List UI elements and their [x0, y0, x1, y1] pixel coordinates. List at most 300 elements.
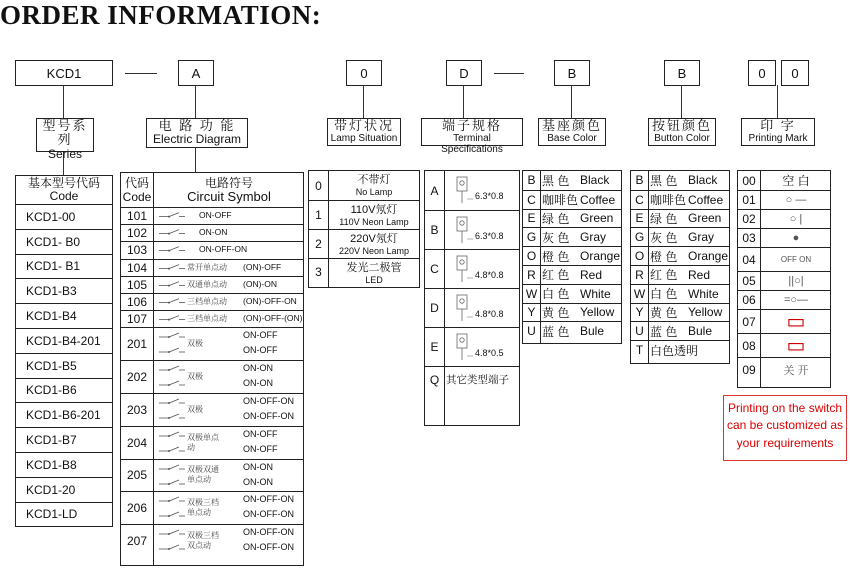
terminal-dim: 4.8*0.8 — [475, 309, 504, 319]
color-code: G — [634, 230, 645, 245]
color-en: Black — [688, 173, 718, 188]
circuit-row — [121, 207, 303, 224]
switch-symbol-icon — [157, 428, 187, 459]
color-en: Yellow — [580, 305, 615, 320]
series-row — [16, 229, 112, 254]
color-cn: 蓝 色 — [650, 324, 678, 339]
color-en: Red — [580, 267, 603, 282]
series-code: KCD1-B5 — [26, 358, 77, 373]
circuit-desc: 双极 — [187, 339, 203, 349]
color-code: B — [635, 173, 644, 188]
series-code: KCD1-B6 — [26, 383, 77, 398]
terminal-table — [424, 170, 520, 426]
printing-mark: 关 开 — [783, 364, 809, 377]
header-en: Terminal Specifications — [441, 133, 503, 156]
circuit-row — [121, 459, 303, 492]
lamp-row — [309, 229, 419, 258]
header-en: Printing Mark — [748, 133, 808, 145]
lamp-en: No Lamp — [355, 187, 393, 197]
circuit-desc: 双极单点动 — [187, 432, 219, 452]
circuit-row — [121, 259, 303, 276]
lamp-cn: 不带灯 — [357, 174, 391, 186]
base-color-row — [523, 171, 621, 190]
color-en: Green — [688, 211, 722, 226]
color-cn: 黄 色 — [542, 305, 570, 320]
color-code: B — [527, 173, 536, 188]
printing-row — [738, 209, 830, 228]
header-cn: 带灯状况 — [333, 118, 394, 133]
series-row — [16, 402, 112, 427]
circuit-row — [121, 293, 303, 310]
lamp-text — [329, 174, 419, 198]
printing-code: 08 — [742, 338, 756, 353]
printing-row — [738, 271, 830, 290]
series-row — [16, 427, 112, 452]
circuit-sym-header — [155, 176, 303, 204]
switch-symbol-icon — [157, 493, 187, 524]
series-code: KCD1-B6-201 — [26, 408, 101, 423]
header-button-color — [648, 118, 716, 146]
terminal-row — [425, 171, 519, 210]
color-en: Bule — [580, 324, 605, 339]
circuit-desc: 双极三档 单点动 — [187, 498, 219, 518]
series-col-en: Code — [49, 189, 79, 203]
circuit-code: 105 — [126, 277, 148, 292]
printing-table — [737, 170, 831, 388]
color-cn: 黄 色 — [650, 305, 678, 320]
base-color-row — [523, 246, 621, 265]
circuit-desc: 常开单点动 — [187, 262, 227, 272]
header-base-color — [538, 118, 606, 146]
printing-row — [738, 357, 830, 381]
series-code: KCD1-B8 — [26, 457, 77, 472]
color-en: Coffee — [688, 192, 724, 207]
terminal-code: E — [430, 340, 439, 354]
circuit-state: ON-ON — [243, 363, 273, 374]
circuit-state: (ON)-OFF-ON — [243, 296, 297, 306]
series-row — [16, 303, 112, 328]
switch-symbol-icon — [157, 209, 187, 224]
terminal-icon — [453, 175, 473, 205]
circuit-row — [121, 491, 303, 524]
connector — [195, 147, 196, 172]
color-cn: 黑 色 — [650, 173, 678, 188]
connector — [681, 85, 682, 118]
lamp-cn: 220V氖灯 — [350, 233, 398, 245]
circuit-desc: 双极 — [187, 404, 203, 414]
lamp-en: 220V Neon Lamp — [338, 246, 410, 256]
printing-mark: OFF ON — [780, 255, 812, 264]
printing-code: 09 — [742, 362, 756, 377]
series-row — [16, 378, 112, 403]
circuit-state: ON-ON — [243, 461, 273, 472]
circuit-col-header — [121, 173, 303, 207]
lamp-en: LED — [365, 275, 383, 285]
series-row — [16, 204, 112, 229]
color-code: E — [527, 211, 536, 226]
color-code: U — [635, 324, 644, 339]
terminal-dim: 4.8*0.5 — [475, 348, 504, 358]
base-color-row — [523, 303, 621, 322]
header-cn: 端子规格 — [441, 118, 502, 133]
button-color-row — [631, 209, 729, 228]
printing-mark: =○— — [783, 294, 809, 306]
printing-mark: ● — [792, 232, 800, 244]
printing-row — [738, 171, 830, 190]
color-code: W — [525, 286, 538, 301]
circuit-code-en: Code — [122, 190, 152, 204]
base-color-row — [523, 209, 621, 228]
printing-mark: 空 白 — [782, 174, 810, 188]
terminal-icon — [453, 215, 473, 245]
color-en: Green — [580, 211, 614, 226]
color-code: G — [526, 230, 537, 245]
circuit-code: 201 — [126, 337, 148, 352]
color-cn: 灰 色 — [542, 230, 570, 245]
printing-row — [738, 228, 830, 247]
series-code: KCD1- B0 — [26, 234, 81, 249]
color-code: Y — [635, 305, 644, 320]
circuit-state: ON-OFF-ON — [243, 509, 294, 520]
circuit-row — [121, 327, 303, 360]
circuit-code: 205 — [126, 468, 148, 483]
circuit-code-header — [121, 176, 153, 204]
switch-symbol-icon — [157, 526, 187, 557]
connector — [777, 85, 778, 118]
color-en: Black — [580, 173, 610, 188]
terminal-icon — [453, 254, 473, 284]
circuit-state: ON-ON — [243, 378, 273, 389]
terminal-row — [425, 210, 519, 249]
switch-symbol-icon — [157, 278, 187, 293]
series-code: KCD1-20 — [26, 482, 76, 497]
dash — [125, 73, 157, 74]
printing-mark-icon: ▭ — [786, 335, 806, 357]
color-en: White — [580, 286, 611, 301]
color-cn: 咖啡色 — [650, 193, 687, 208]
header-en: Button Color — [654, 133, 710, 145]
header-printing — [741, 118, 815, 146]
terminal-icon — [453, 293, 473, 323]
printing-row — [738, 333, 830, 357]
lamp-text — [329, 262, 419, 286]
button-color-row — [631, 284, 729, 303]
lamp-row — [309, 171, 419, 200]
base-color-table — [522, 170, 622, 344]
lamp-text — [329, 233, 419, 257]
connector — [363, 85, 364, 118]
color-en: Red — [688, 267, 711, 282]
printing-mark-icon: ▭ — [786, 311, 806, 333]
series-col-cn: 基本型号代码 — [27, 176, 100, 190]
switch-symbol-icon — [157, 312, 187, 327]
dash — [494, 73, 524, 74]
button-color-row — [631, 303, 729, 322]
color-code: C — [527, 192, 536, 207]
series-row — [16, 353, 112, 378]
button-color-row — [631, 227, 729, 246]
terminal-row — [425, 288, 519, 327]
code-box-series: KCD1 — [15, 60, 113, 86]
header-cn: 按钮颜色 — [651, 118, 712, 133]
color-code: O — [634, 249, 645, 264]
lamp-code: 1 — [315, 208, 322, 222]
code-box-circuit: A — [178, 60, 214, 86]
circuit-desc: 双极三档 双点动 — [187, 531, 219, 551]
circuit-state: ON-ON — [243, 476, 273, 487]
terminal-code: Q — [429, 372, 440, 387]
circuit-row — [121, 241, 303, 258]
circuit-state: ON-OFF-ON — [243, 396, 294, 406]
printing-code: 03 — [742, 231, 756, 245]
circuit-desc: 双极 — [187, 372, 203, 382]
circuit-state: ON-OFF — [199, 210, 232, 220]
color-code: C — [635, 192, 644, 207]
switch-symbol-icon — [157, 461, 187, 492]
connector — [63, 85, 64, 118]
color-cn: 红 色 — [650, 268, 678, 283]
switch-symbol-icon — [157, 362, 187, 393]
customization-note: Printing on the switch can be customized as your requirements — [723, 395, 847, 461]
lamp-text — [329, 204, 419, 228]
circuit-code: 106 — [126, 295, 148, 310]
terminal-dim: 4.8*0.8 — [475, 270, 504, 280]
series-table — [15, 175, 113, 527]
switch-symbol-icon — [157, 329, 187, 360]
switch-symbol-icon — [157, 243, 187, 258]
button-color-row — [631, 321, 729, 340]
circuit-code: 103 — [126, 243, 148, 258]
header-terminal — [421, 118, 523, 156]
circuit-table — [120, 172, 304, 566]
lamp-code: 3 — [315, 265, 322, 279]
connector — [571, 85, 572, 118]
series-row — [16, 278, 112, 303]
circuit-desc: 双极双通 单点动 — [187, 465, 219, 485]
lamp-en: 110V Neon Lamp — [339, 217, 409, 227]
circuit-code: 204 — [126, 435, 148, 450]
header-en: Base Color — [547, 133, 597, 145]
button-color-row — [631, 265, 729, 284]
base-color-row — [523, 284, 621, 303]
terminal-other: 其它类型端子 — [446, 374, 509, 386]
lamp-cn: 发光二极管 — [346, 262, 402, 274]
base-color-row — [523, 227, 621, 246]
terminal-code: D — [430, 301, 439, 315]
circuit-state: ON-OFF — [243, 443, 278, 454]
circuit-code: 203 — [126, 402, 148, 417]
circuit-state: ON-OFF-ON — [199, 244, 248, 255]
terminal-row — [425, 366, 519, 392]
code-box-lamp: 0 — [346, 60, 382, 86]
switch-symbol-icon — [157, 261, 187, 276]
color-cn: 白 色 — [650, 287, 678, 302]
base-color-row — [523, 265, 621, 284]
header-lamp — [327, 118, 401, 146]
series-code: KCD1-B4 — [26, 309, 77, 324]
color-cn: 黑 色 — [542, 173, 570, 188]
circuit-row — [121, 524, 303, 557]
circuit-row — [121, 360, 303, 393]
circuit-state: (ON)-ON — [243, 278, 277, 289]
color-code: U — [527, 324, 536, 339]
header-en: Electric Diagram — [152, 132, 242, 147]
series-col-header — [16, 176, 112, 205]
circuit-desc: 双通单点动 — [187, 279, 227, 289]
button-color-row — [631, 171, 729, 190]
color-en: Orange — [580, 249, 621, 264]
series-code: KCD1-B4-201 — [26, 333, 101, 348]
printing-row — [738, 190, 830, 209]
circuit-row — [121, 224, 303, 241]
lamp-row — [309, 200, 419, 229]
circuit-code: 101 — [126, 209, 148, 224]
terminal-row — [425, 249, 519, 288]
circuit-code-cn: 代码 — [124, 176, 149, 190]
header-cn: 型号系列 — [42, 118, 88, 148]
lamp-cn: 110V氖灯 — [350, 204, 398, 216]
code-box-terminal: D — [446, 60, 482, 86]
code-box-print-1: 0 — [748, 60, 776, 86]
switch-symbol-icon — [157, 295, 187, 310]
button-color-row — [631, 340, 729, 359]
color-cn: 灰 色 — [650, 230, 678, 245]
color-code: E — [635, 211, 644, 226]
series-code: KCD1-B7 — [26, 433, 77, 448]
circuit-code: 104 — [126, 260, 148, 275]
printing-code: 06 — [742, 293, 756, 307]
header-circuit — [146, 118, 248, 148]
color-en: Coffee — [580, 192, 616, 207]
series-row — [16, 328, 112, 353]
series-code: KCD1-B3 — [26, 284, 77, 299]
circuit-state: ON-OFF-ON — [243, 542, 294, 553]
terminal-dim: 6.3*0.8 — [475, 231, 504, 241]
printing-mark: ○ — — [785, 194, 807, 206]
circuit-state: (ON)-OFF-(ON) — [243, 313, 303, 324]
printing-mark: ||○| — [788, 275, 804, 287]
circuit-state: ON-OFF — [243, 330, 278, 341]
lamp-table — [308, 170, 420, 288]
circuit-code: 102 — [126, 226, 148, 241]
color-code: R — [527, 267, 536, 282]
color-cn: 橙 色 — [542, 249, 570, 264]
circuit-code: 206 — [126, 501, 148, 516]
button-color-table — [630, 170, 730, 364]
printing-code: 01 — [742, 193, 756, 207]
color-cn: 绿 色 — [650, 211, 678, 226]
circuit-state: ON-OFF-ON — [243, 527, 294, 538]
circuit-row — [121, 310, 303, 327]
printing-code: 04 — [742, 252, 756, 267]
connector — [463, 85, 464, 118]
series-row — [16, 477, 112, 502]
color-cn: 橙 色 — [650, 249, 678, 264]
connector — [195, 85, 196, 118]
circuit-row — [121, 426, 303, 459]
color-cn: 白 色 — [542, 287, 570, 302]
terminal-code: B — [430, 223, 439, 237]
circuit-desc: 三档单点动 — [187, 314, 227, 324]
header-en: Series — [47, 146, 82, 161]
circuit-state: ON-OFF-ON — [243, 494, 294, 505]
lamp-row — [309, 258, 419, 285]
color-cn: 绿 色 — [542, 211, 570, 226]
printing-row — [738, 290, 830, 309]
series-row — [16, 502, 112, 527]
circuit-sym-cn: 电路符号 — [204, 176, 253, 190]
terminal-code: A — [430, 183, 439, 198]
switch-symbol-icon — [157, 226, 187, 241]
switch-symbol-icon — [157, 395, 187, 426]
color-en: Orange — [688, 249, 729, 264]
circuit-row — [121, 276, 303, 293]
series-row — [16, 254, 112, 279]
color-code: T — [635, 343, 644, 358]
color-en: Gray — [580, 230, 607, 245]
printing-code: 02 — [742, 212, 756, 226]
header-cn: 电 路 功 能 — [158, 118, 236, 133]
series-code: KCD1-LD — [26, 507, 78, 522]
color-cn: 红 色 — [542, 268, 570, 283]
circuit-code: 107 — [126, 312, 148, 327]
header-series — [36, 118, 94, 161]
color-cn: 蓝 色 — [542, 324, 570, 339]
lamp-code: 2 — [315, 237, 322, 251]
printing-code: 07 — [742, 314, 756, 329]
color-en: Yellow — [688, 305, 723, 320]
terminal-dim: 6.3*0.8 — [475, 191, 504, 201]
terminal-row — [425, 327, 519, 366]
series-code: KCD1- B1 — [26, 259, 81, 274]
color-cn: 咖啡色 — [542, 193, 579, 208]
page-title: ORDER INFORMATION: — [0, 0, 322, 30]
printing-row — [738, 247, 830, 271]
circuit-state: (ON)-OFF — [243, 261, 282, 272]
circuit-code: 202 — [126, 370, 148, 385]
code-box-base-color: B — [554, 60, 590, 86]
circuit-desc: 三档单点动 — [187, 297, 227, 307]
series-row — [16, 452, 112, 477]
code-box-print-2: 0 — [781, 60, 809, 86]
circuit-state: ON-OFF-ON — [243, 411, 294, 421]
terminal-icon — [453, 332, 473, 362]
header-cn: 基座颜色 — [541, 118, 602, 133]
color-en: White — [688, 286, 719, 301]
color-cn: 白色透明 — [650, 343, 699, 358]
terminal-code: C — [430, 262, 439, 276]
printing-code: 00 — [742, 173, 756, 188]
circuit-state: ON-OFF — [243, 345, 278, 356]
printing-row — [738, 309, 830, 333]
color-en: Bule — [688, 324, 713, 339]
circuit-row — [121, 393, 303, 426]
color-code: Y — [527, 305, 536, 320]
color-code: W — [633, 286, 646, 301]
lamp-code: 0 — [315, 178, 322, 193]
printing-code: 05 — [742, 274, 756, 288]
header-cn: 印 字 — [760, 118, 796, 133]
button-color-row — [631, 246, 729, 265]
circuit-state: ON-ON — [199, 227, 228, 238]
color-code: R — [635, 267, 644, 282]
color-code: O — [526, 249, 537, 264]
base-color-row — [523, 321, 621, 340]
color-en: Gray — [688, 230, 715, 245]
base-color-row — [523, 190, 621, 209]
code-box-button-color: B — [664, 60, 700, 86]
printing-mark: ○ | — [789, 213, 803, 225]
